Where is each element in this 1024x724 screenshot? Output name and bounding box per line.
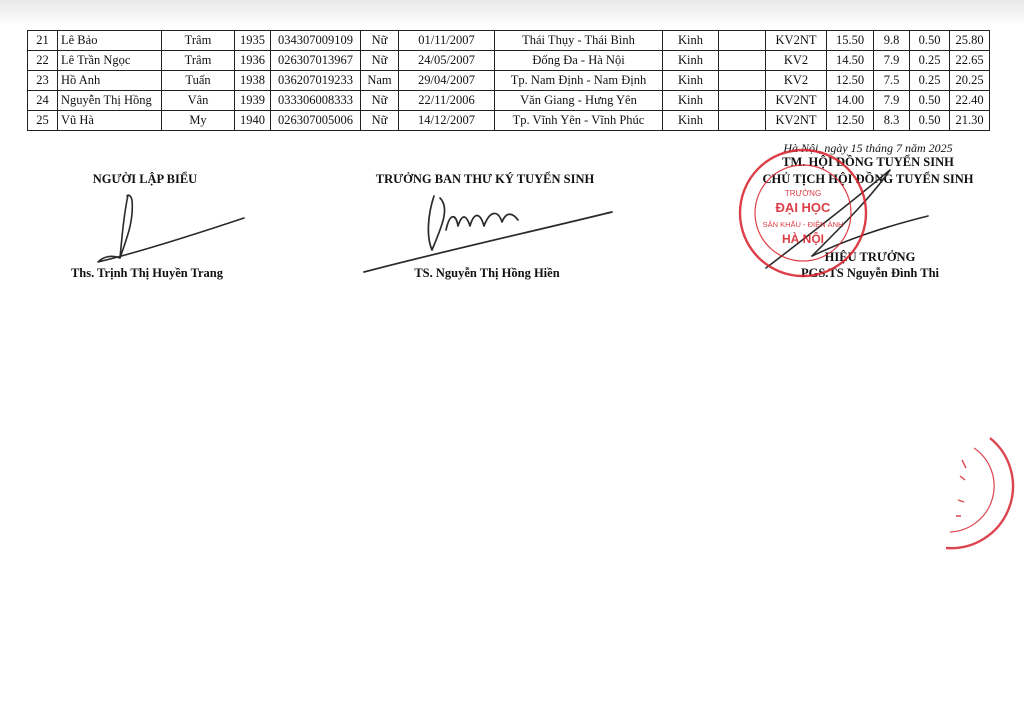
cell-tong: 25.80 — [950, 31, 990, 51]
cell-diem-2: 7.9 — [874, 91, 910, 111]
preparer-signature — [98, 195, 244, 262]
council-title: TM. HỘI ĐỒNG TUYỂN SINH — [782, 155, 954, 169]
cell-stt: 23 — [28, 71, 58, 91]
cell-diem-uu-tien: 0.50 — [910, 31, 950, 51]
document-date: Hà Nội, ngày 15 tháng 7 năm 2025 — [783, 141, 953, 155]
cell-diem-2: 7.5 — [874, 71, 910, 91]
cell-ngay-sinh: 29/04/2007 — [399, 71, 495, 91]
cell-tong: 22.40 — [950, 91, 990, 111]
cell-cccd: 036207019233 — [271, 71, 361, 91]
cell-ho-dem: Vũ Hà — [58, 111, 162, 131]
cell-tong: 22.65 — [950, 51, 990, 71]
cell-stt: 24 — [28, 91, 58, 111]
cell-gioi-tinh: Nữ — [361, 111, 399, 131]
cell-sbd: 1935 — [235, 31, 271, 51]
cell-dan-toc: Kinh — [663, 71, 719, 91]
cell-diem-2: 9.8 — [874, 31, 910, 51]
cell-diem-1: 15.50 — [827, 31, 874, 51]
cell-ho-dem: Lê Bảo — [58, 31, 162, 51]
cell-diem-2: 8.3 — [874, 111, 910, 131]
cell-ten: Tuấn — [162, 71, 235, 91]
council-position: HIỆU TRƯỞNG — [824, 250, 916, 264]
cell-noi-sinh: Tp. Vĩnh Yên - Vĩnh Phúc — [495, 111, 663, 131]
cell-noi-sinh: Văn Giang - Hưng Yên — [495, 91, 663, 111]
cell-khu-vuc: KV2NT — [766, 111, 827, 131]
cell-sbd: 1939 — [235, 91, 271, 111]
official-red-stamp — [740, 150, 866, 276]
stamp-inner-3: SÂN KHẤU - ĐIỆN ẢNH — [762, 220, 844, 229]
cell-ho-dem: Nguyễn Thị Hồng — [58, 91, 162, 111]
partial-red-stamp — [946, 438, 1013, 548]
cell-diem-uu-tien: 0.25 — [910, 71, 950, 91]
cell-khu-vuc: KV2 — [766, 51, 827, 71]
cell-sbd: 1940 — [235, 111, 271, 131]
cell-tong: 21.30 — [950, 111, 990, 131]
secretary-signature — [364, 196, 612, 272]
cell-dan-toc: Kinh — [663, 51, 719, 71]
cell-gioi-tinh: Nữ — [361, 91, 399, 111]
stamp-inner-4: HÀ NỘI — [782, 232, 824, 246]
cell-noi-sinh: Tp. Nam Định - Nam Định — [495, 71, 663, 91]
cell-noi-sinh: Thái Thụy - Thái Bình — [495, 31, 663, 51]
stamp-inner-2: ĐẠI HỌC — [775, 200, 831, 215]
cell-khu-vuc: KV2 — [766, 71, 827, 91]
preparer-name: Ths. Trịnh Thị Huyền Trang — [70, 266, 224, 280]
cell-dan-toc: Kinh — [663, 111, 719, 131]
cell-khu-vuc: KV2NT — [766, 31, 827, 51]
cell-ho-dem: Lê Trần Ngọc — [58, 51, 162, 71]
cell-stt: 21 — [28, 31, 58, 51]
cell-diem-2: 7.9 — [874, 51, 910, 71]
cell-cccd: 033306008333 — [271, 91, 361, 111]
cell-gioi-tinh: Nữ — [361, 51, 399, 71]
cell-dan-toc: Kinh — [663, 91, 719, 111]
cell-ten: Trâm — [162, 31, 235, 51]
cell-stt: 22 — [28, 51, 58, 71]
cell-cccd: 026307005006 — [271, 111, 361, 131]
council-chair-title: CHỦ TỊCH HỘI ĐỒNG TUYỂN SINH — [762, 172, 974, 186]
cell-gioi-tinh: Nam — [361, 71, 399, 91]
cell-stt: 25 — [28, 111, 58, 131]
cell-ten: Vân — [162, 91, 235, 111]
cell-sbd: 1936 — [235, 51, 271, 71]
cell-diem-1: 14.50 — [827, 51, 874, 71]
cell-sbd: 1938 — [235, 71, 271, 91]
cell-diem-1: 12.50 — [827, 71, 874, 91]
cell-ten: Trâm — [162, 51, 235, 71]
cell-noi-sinh: Đống Đa - Hà Nội — [495, 51, 663, 71]
cell-ngay-sinh: 01/11/2007 — [399, 31, 495, 51]
stamp-inner-1: TRƯỜNG — [784, 189, 822, 198]
secretary-title: TRƯỞNG BAN THƯ KÝ TUYỂN SINH — [375, 172, 595, 186]
cell-ho-dem: Hồ Anh — [58, 71, 162, 91]
cell-ngay-sinh: 14/12/2007 — [399, 111, 495, 131]
cell-khu-vuc: KV2NT — [766, 91, 827, 111]
cell-tong: 20.25 — [950, 71, 990, 91]
cell-cccd: 034307009109 — [271, 31, 361, 51]
cell-diem-uu-tien: 0.25 — [910, 51, 950, 71]
cell-cccd: 026307013967 — [271, 51, 361, 71]
cell-diem-1: 14.00 — [827, 91, 874, 111]
cell-diem-uu-tien: 0.50 — [910, 91, 950, 111]
cell-gioi-tinh: Nữ — [361, 31, 399, 51]
cell-diem-1: 12.50 — [827, 111, 874, 131]
council-name: PGS.TS Nguyễn Đình Thi — [800, 266, 940, 280]
council-signature — [766, 170, 928, 268]
cell-ten: My — [162, 111, 235, 131]
secretary-name: TS. Nguyễn Thị Hồng Hiền — [414, 266, 560, 280]
preparer-title: NGƯỜI LẬP BIỂU — [92, 172, 198, 186]
cell-dan-toc: Kinh — [663, 31, 719, 51]
cell-ngay-sinh: 24/05/2007 — [399, 51, 495, 71]
cell-ngay-sinh: 22/11/2006 — [399, 91, 495, 111]
cell-diem-uu-tien: 0.50 — [910, 111, 950, 131]
